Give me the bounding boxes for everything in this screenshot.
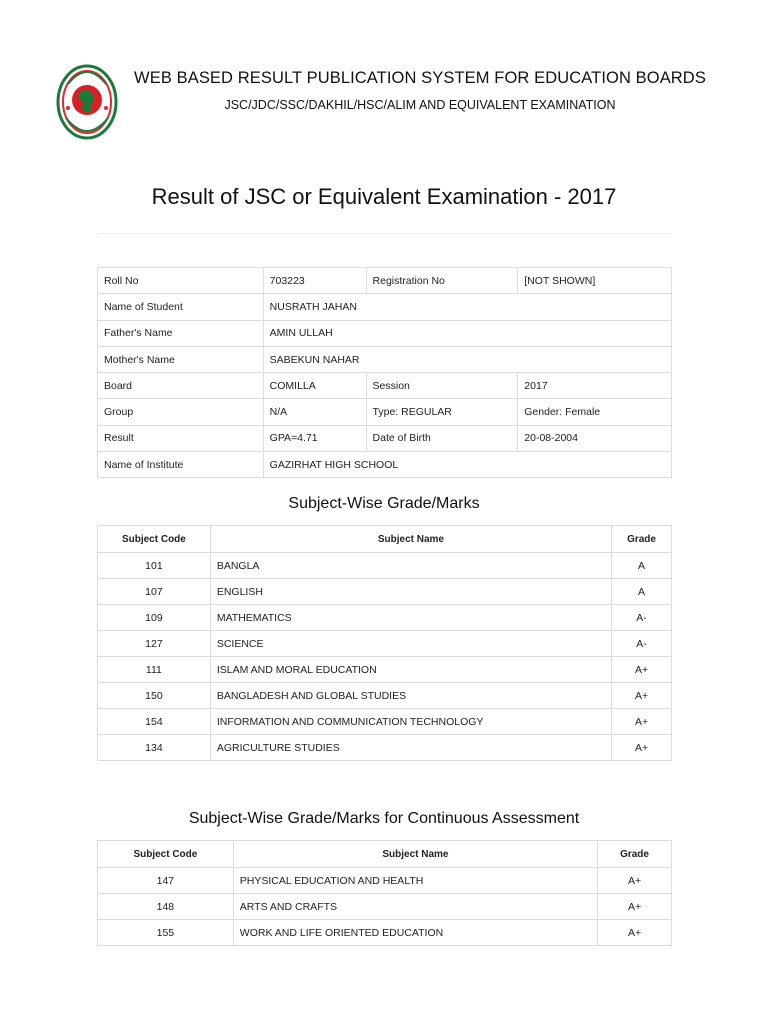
group-label: Group xyxy=(98,399,264,425)
group-value: N/A xyxy=(263,399,366,425)
subject-grade: A+ xyxy=(612,735,672,761)
subject-grade: A+ xyxy=(612,683,672,709)
subject-grade: A+ xyxy=(598,868,672,894)
student-name-label: Name of Student xyxy=(98,294,264,320)
subject-grade: A+ xyxy=(612,709,672,735)
table-row xyxy=(98,920,672,946)
subject-name: WORK AND LIFE ORIENTED EDUCATION xyxy=(233,920,597,946)
subject-code: 109 xyxy=(98,605,211,631)
roll-label: Roll No xyxy=(98,268,264,294)
father-name-label: Father's Name xyxy=(98,320,264,346)
table-row xyxy=(98,579,672,605)
result-label: Result xyxy=(98,425,264,451)
subject-grade: A xyxy=(612,553,672,579)
subject-name: PHYSICAL EDUCATION AND HEALTH xyxy=(233,868,597,894)
info-row-name xyxy=(98,294,672,320)
column-header-code: Subject Code xyxy=(98,526,211,553)
mother-name-value: SABEKUN NAHAR xyxy=(263,346,671,372)
column-header-grade: Grade xyxy=(598,841,672,868)
subject-grade: A- xyxy=(612,605,672,631)
session-label: Session xyxy=(366,373,518,399)
board-label: Board xyxy=(98,373,264,399)
gender-value: Gender: Female xyxy=(518,399,672,425)
table-header-row xyxy=(98,841,672,868)
subject-code: 150 xyxy=(98,683,211,709)
subject-grade: A+ xyxy=(598,894,672,920)
subject-code: 107 xyxy=(98,579,211,605)
info-row-institute xyxy=(98,452,672,478)
continuous-assessment-title: Subject-Wise Grade/Marks for Continuous Assessment xyxy=(188,810,580,827)
info-row-result xyxy=(98,425,672,451)
subject-name: BANGLA xyxy=(210,553,611,579)
subject-code: 127 xyxy=(98,631,211,657)
result-value: GPA=4.71 xyxy=(263,425,366,451)
table-row xyxy=(98,894,672,920)
table-row xyxy=(98,709,672,735)
institute-label: Name of Institute xyxy=(98,452,264,478)
mother-name-label: Mother's Name xyxy=(98,346,264,372)
table-row xyxy=(98,868,672,894)
column-header-code: Subject Code xyxy=(98,841,234,868)
subject-code: 148 xyxy=(98,894,234,920)
student-name-value: NUSRATH JAHAN xyxy=(263,294,671,320)
subject-code: 155 xyxy=(98,920,234,946)
subject-code: 154 xyxy=(98,709,211,735)
subject-name: SCIENCE xyxy=(210,631,611,657)
column-header-grade: Grade xyxy=(612,526,672,553)
column-header-name: Subject Name xyxy=(233,841,597,868)
subject-grade: A+ xyxy=(612,657,672,683)
registration-value: [NOT SHOWN] xyxy=(518,268,672,294)
subject-name: ISLAM AND MORAL EDUCATION xyxy=(210,657,611,683)
dob-value: 20-08-2004 xyxy=(518,425,672,451)
government-seal-icon xyxy=(56,64,118,140)
page-title: Result of JSC or Equivalent Examination - 2017 xyxy=(151,184,617,209)
info-row-father xyxy=(98,320,672,346)
subject-grades-title: Subject-Wise Grade/Marks xyxy=(288,495,480,512)
info-row-mother xyxy=(98,346,672,372)
father-name-value: AMIN ULLAH xyxy=(263,320,671,346)
table-row xyxy=(98,631,672,657)
table-row xyxy=(98,683,672,709)
info-row-group xyxy=(98,399,672,425)
subject-name: AGRICULTURE STUDIES xyxy=(210,735,611,761)
student-info-table xyxy=(97,267,672,478)
subject-name: BANGLADESH AND GLOBAL STUDIES xyxy=(210,683,611,709)
site-subtitle: JSC/JDC/SSC/DAKHIL/HSC/ALIM AND EQUIVALENT EXAMINATION xyxy=(224,98,616,112)
table-row xyxy=(98,657,672,683)
roll-value: 703223 xyxy=(263,268,366,294)
column-header-name: Subject Name xyxy=(210,526,611,553)
type-value: Type: REGULAR xyxy=(366,399,518,425)
info-row-board xyxy=(98,373,672,399)
subject-name: ARTS AND CRAFTS xyxy=(233,894,597,920)
site-title: WEB BASED RESULT PUBLICATION SYSTEM FOR EDUCATION BOARDS xyxy=(134,69,706,87)
subject-code: 147 xyxy=(98,868,234,894)
subject-name: INFORMATION AND COMMUNICATION TECHNOLOGY xyxy=(210,709,611,735)
subject-grades-table xyxy=(97,525,672,761)
table-row xyxy=(98,605,672,631)
subject-code: 134 xyxy=(98,735,211,761)
subject-grade: A xyxy=(612,579,672,605)
table-header-row xyxy=(98,526,672,553)
board-value: COMILLA xyxy=(263,373,366,399)
subject-name: ENGLISH xyxy=(210,579,611,605)
subject-name: MATHEMATICS xyxy=(210,605,611,631)
subject-code: 111 xyxy=(98,657,211,683)
table-row xyxy=(98,553,672,579)
page-header xyxy=(0,0,768,160)
dob-label: Date of Birth xyxy=(366,425,518,451)
title-divider xyxy=(97,233,672,234)
info-row-roll xyxy=(98,268,672,294)
subject-grade: A- xyxy=(612,631,672,657)
continuous-assessment-table xyxy=(97,840,672,946)
registration-label: Registration No xyxy=(366,268,518,294)
subject-grade: A+ xyxy=(598,920,672,946)
table-row xyxy=(98,735,672,761)
institute-value: GAZIRHAT HIGH SCHOOL xyxy=(263,452,671,478)
session-value: 2017 xyxy=(518,373,672,399)
subject-code: 101 xyxy=(98,553,211,579)
